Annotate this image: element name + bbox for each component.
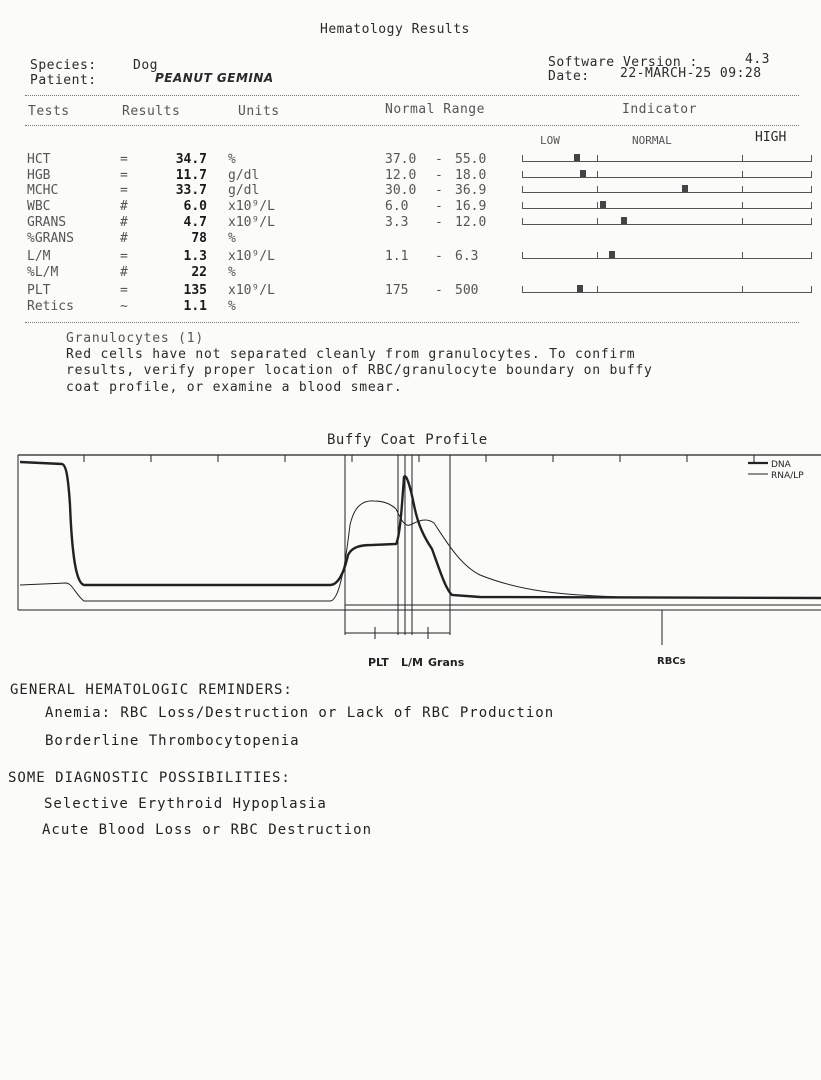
divider-results xyxy=(25,322,799,323)
table-row xyxy=(25,231,805,247)
table-row xyxy=(25,299,805,315)
indicator-tick xyxy=(742,171,743,178)
result-flag: # xyxy=(120,215,128,230)
result-unit: x10⁹/L xyxy=(228,283,275,298)
indicator-tick xyxy=(597,171,598,178)
range-high: 55.0 xyxy=(455,152,487,167)
indicator-tick xyxy=(522,218,523,225)
reminders-title: GENERAL HEMATOLOGIC REMINDERS: xyxy=(10,682,293,698)
test-name: GRANS xyxy=(27,215,67,230)
range-low: 175 xyxy=(385,283,409,298)
test-name: %L/M xyxy=(27,265,59,280)
indicator-tick xyxy=(811,202,812,209)
comment-line-2: results, verify proper location of RBC/granulocyte boundary on buffy xyxy=(66,363,653,378)
reminder-item-1: Anemia: RBC Loss/Destruction or Lack of RBC Production xyxy=(45,705,555,721)
result-flag: = xyxy=(120,168,128,183)
result-value: 11.7 xyxy=(175,168,207,183)
indicator-low-label: LOW xyxy=(540,134,560,147)
legend-dna: DNA xyxy=(771,460,791,470)
indicator-tick xyxy=(742,252,743,259)
indicator-tick xyxy=(597,218,598,225)
range-low: 12.0 xyxy=(385,168,417,183)
indicator-tick xyxy=(811,171,812,178)
result-flag: = xyxy=(120,183,128,198)
possibility-item-2: Acute Blood Loss or RBC Destruction xyxy=(42,822,373,838)
result-flag: ~ xyxy=(120,299,128,314)
comment-line-3: coat profile, or examine a blood smear. xyxy=(66,380,403,395)
zone-label-plt: PLT xyxy=(368,656,389,669)
divider-top xyxy=(25,95,799,96)
indicator-tick xyxy=(597,155,598,162)
range-dash: - xyxy=(435,199,443,214)
software-version: 4.3 xyxy=(745,52,770,67)
result-value: 6.0 xyxy=(183,199,207,214)
indicator-marker xyxy=(682,185,688,192)
col-header-results: Results xyxy=(122,104,181,119)
indicator-bar xyxy=(522,251,812,259)
indicator-marker xyxy=(621,217,627,224)
species-label: Species: xyxy=(30,58,97,73)
indicator-tick xyxy=(522,155,523,162)
divider-header xyxy=(25,125,799,126)
indicator-marker xyxy=(574,154,580,161)
range-high: 12.0 xyxy=(455,215,487,230)
indicator-tick xyxy=(597,252,598,259)
result-flag: = xyxy=(120,283,128,298)
indicator-tick xyxy=(522,202,523,209)
result-unit: x10⁹/L xyxy=(228,215,275,230)
indicator-marker xyxy=(609,251,615,258)
test-name: PLT xyxy=(27,283,51,298)
indicator-tick xyxy=(811,186,812,193)
zone-label-rbcs: RBCs xyxy=(657,656,686,667)
range-low: 6.0 xyxy=(385,199,409,214)
col-header-tests: Tests xyxy=(28,104,70,119)
indicator-line xyxy=(522,192,812,193)
indicator-line xyxy=(522,161,812,162)
result-unit: % xyxy=(228,299,236,314)
test-name: WBC xyxy=(27,199,51,214)
indicator-bar xyxy=(522,154,812,162)
indicator-normal-label: NORMAL xyxy=(632,134,672,147)
test-name: %GRANS xyxy=(27,231,74,246)
indicator-tick xyxy=(597,186,598,193)
indicator-tick xyxy=(742,186,743,193)
indicator-tick xyxy=(811,155,812,162)
indicator-line xyxy=(522,177,812,178)
indicator-line xyxy=(522,258,812,259)
test-name: MCHC xyxy=(27,183,59,198)
result-flag: = xyxy=(120,152,128,167)
indicator-bar xyxy=(522,217,812,225)
range-high: 500 xyxy=(455,283,479,298)
range-dash: - xyxy=(435,168,443,183)
comment-line-1: Red cells have not separated cleanly from granulocytes. To confirm xyxy=(66,347,636,362)
result-value: 4.7 xyxy=(183,215,207,230)
result-flag: # xyxy=(120,231,128,246)
test-name: HGB xyxy=(27,168,51,183)
species-value: Dog xyxy=(133,58,158,73)
indicator-tick xyxy=(597,286,598,293)
result-unit: g/dl xyxy=(228,168,260,183)
result-value: 1.3 xyxy=(183,249,207,264)
result-flag: # xyxy=(120,265,128,280)
indicator-tick xyxy=(811,218,812,225)
indicator-tick xyxy=(522,186,523,193)
result-unit: g/dl xyxy=(228,183,260,198)
test-name: L/M xyxy=(27,249,51,264)
col-header-normal-range: Normal Range xyxy=(385,102,485,117)
result-value: 22 xyxy=(191,265,207,280)
reminder-item-2: Borderline Thrombocytopenia xyxy=(45,733,300,749)
result-unit: x10⁹/L xyxy=(228,199,275,214)
legend-rna-lp: RNA/LP xyxy=(771,471,804,481)
comment-title: Granulocytes (1) xyxy=(66,331,205,346)
indicator-line xyxy=(522,208,812,209)
range-high: 6.3 xyxy=(455,249,479,264)
result-unit: % xyxy=(228,152,236,167)
range-high: 16.9 xyxy=(455,199,487,214)
range-dash: - xyxy=(435,283,443,298)
test-name: HCT xyxy=(27,152,51,167)
result-value: 78 xyxy=(191,231,207,246)
indicator-line xyxy=(522,292,812,293)
range-low: 30.0 xyxy=(385,183,417,198)
result-flag: # xyxy=(120,199,128,214)
indicator-tick xyxy=(742,155,743,162)
patient-label: Patient: xyxy=(30,73,97,88)
indicator-tick xyxy=(742,286,743,293)
date-value: 22-MARCH-25 09:28 xyxy=(620,66,762,81)
result-unit: x10⁹/L xyxy=(228,249,275,264)
buffy-coat-title: Buffy Coat Profile xyxy=(327,432,488,448)
result-value: 135 xyxy=(183,283,207,298)
indicator-bar xyxy=(522,201,812,209)
range-dash: - xyxy=(435,183,443,198)
indicator-high-label: HIGH xyxy=(755,130,787,145)
report-title: Hematology Results xyxy=(320,22,470,37)
test-name: Retics xyxy=(27,299,74,314)
indicator-bar xyxy=(522,185,812,193)
indicator-tick xyxy=(522,171,523,178)
result-value: 34.7 xyxy=(175,152,207,167)
indicator-marker xyxy=(600,201,606,208)
range-high: 18.0 xyxy=(455,168,487,183)
indicator-tick xyxy=(742,218,743,225)
range-dash: - xyxy=(435,215,443,230)
software-label: Software Version : xyxy=(548,55,698,70)
indicator-tick xyxy=(742,202,743,209)
result-flag: = xyxy=(120,249,128,264)
result-value: 33.7 xyxy=(175,183,207,198)
indicator-tick xyxy=(811,252,812,259)
result-unit: % xyxy=(228,231,236,246)
range-dash: - xyxy=(435,152,443,167)
indicator-bar xyxy=(522,285,812,293)
result-value: 1.1 xyxy=(183,299,207,314)
indicator-marker xyxy=(577,285,583,292)
result-unit: % xyxy=(228,265,236,280)
possibility-item-1: Selective Erythroid Hypoplasia xyxy=(44,796,327,812)
range-dash: - xyxy=(435,249,443,264)
indicator-tick xyxy=(597,202,598,209)
indicator-marker xyxy=(580,170,586,177)
possibilities-title: SOME DIAGNOSTIC POSSIBILITIES: xyxy=(8,770,291,786)
col-header-indicator: Indicator xyxy=(622,102,697,117)
range-low: 37.0 xyxy=(385,152,417,167)
indicator-line xyxy=(522,224,812,225)
zone-label-grans: Grans xyxy=(428,656,465,669)
indicator-tick xyxy=(522,252,523,259)
indicator-tick xyxy=(522,286,523,293)
col-header-units: Units xyxy=(238,104,280,119)
range-high: 36.9 xyxy=(455,183,487,198)
zone-label-lm: L/M xyxy=(401,656,423,669)
indicator-bar xyxy=(522,170,812,178)
indicator-tick xyxy=(811,286,812,293)
range-low: 3.3 xyxy=(385,215,409,230)
buffy-coat-chart xyxy=(0,445,821,675)
patient-name: PEANUT GEMINA xyxy=(155,71,274,85)
range-low: 1.1 xyxy=(385,249,409,264)
table-row xyxy=(25,265,805,281)
date-label: Date: xyxy=(548,69,590,84)
